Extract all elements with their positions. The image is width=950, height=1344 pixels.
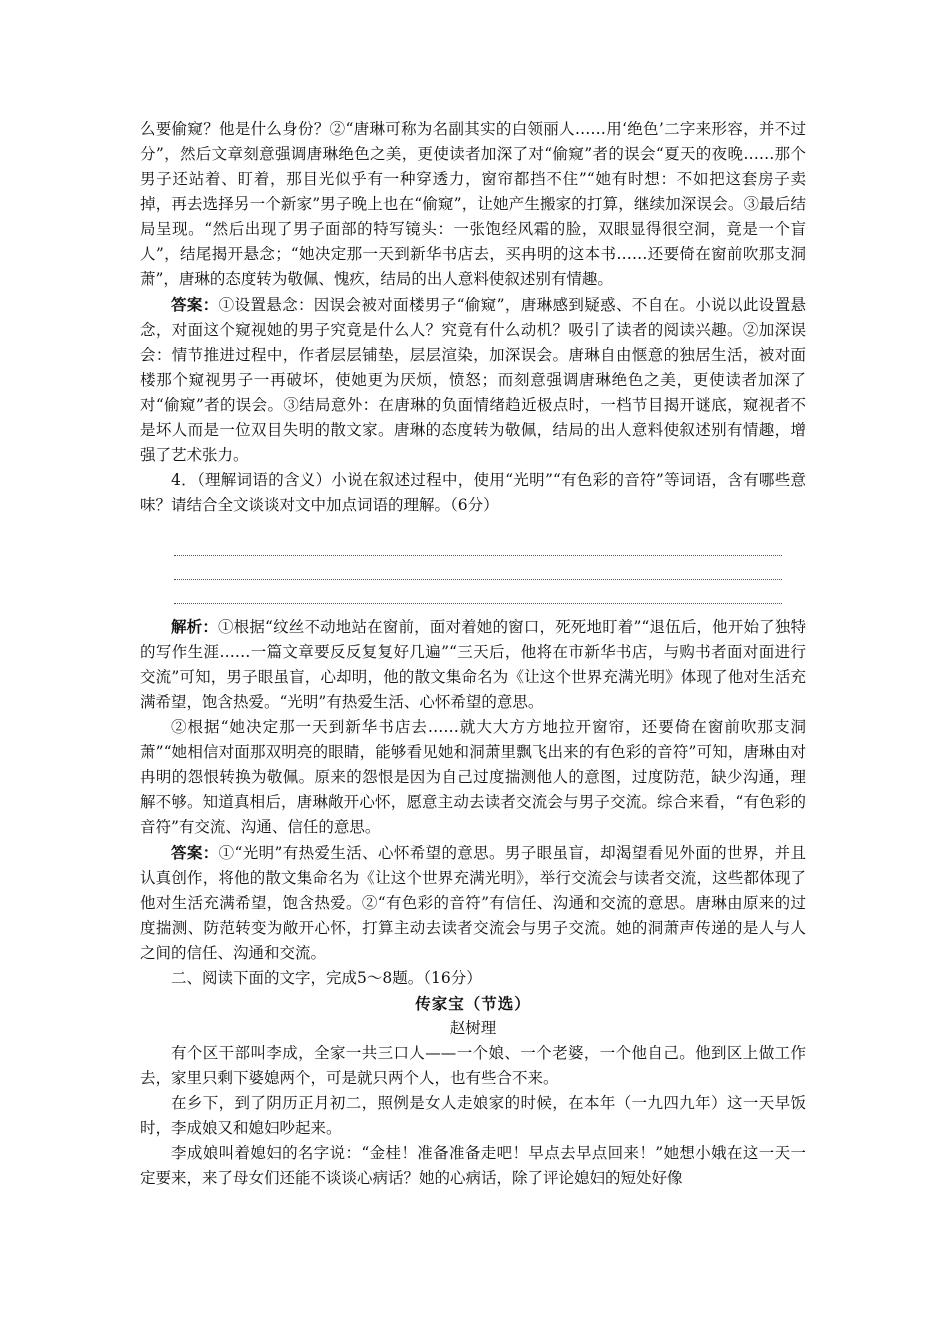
story-paragraph-1: 有个区干部叫李成，全家一共三口人——一个娘、一个老婆，一个他自己。他到区上做工作去，家里只剩下婆媳两个，可是就只两个人，也有些合不来。	[140, 1044, 806, 1087]
answer-line	[174, 556, 782, 580]
answer-3-text: ①设置悬念：因误会被对面楼男子“偷窥”，唐琳感到疑惑、不自在。小说以此设置悬念，对面这个窥视她的男子究竟是什么人？究竟有什么动机？吸引了读者的阅读兴趣。②加深误会：情节推进过程中，作者层层铺垫，层层渲染，加深误会。唐琳自由惬意的独居生活，被对面楼那个窥视男子一再破坏，使她更为厌烦，愤怒；而刻意强调唐琳绝色之美，更使读者加深了对“偷窥”者的误会。③结局意外：在唐琳的负面情绪趋近极点时，一档节目揭开谜底，窥视者不是坏人而是一位双目失明的散文家。唐琳的态度转为敬佩，结局的出人意料使叙述别有情趣，增强了艺术张力。	[140, 296, 806, 464]
story-title: 传家宝（节选）	[415, 994, 531, 1013]
analysis-4-paragraph-1	[140, 614, 806, 715]
answer-4-text: ①“光明”有热爱生活、心怀希望的意思。男子眼虽盲，却渴望看见外面的世界，并且认真创作，将他的散文集命名为《让这个世界充满光明》，举行交流会与读者交流，这些都体现了他对生活充满希望，饱含热爱。②“有色彩的音符”有信任、沟通和交流的意思。唐琳由原来的过度揣测、防范转变为敞开心怀，打算主动去读者交流会与男子交流。她的洞萧声传递的是人与人之间的信任、沟通和交流。	[140, 844, 806, 962]
question-4: 4．（理解词语的含义）小说在叙述过程中，使用“光明”“有色彩的音符”等词语，含有哪些意味？请结合全文谈谈对文中加点词语的理解。（6分）	[140, 471, 806, 514]
answer-3-label: 答案：	[171, 295, 219, 314]
answer-4-label: 答案：	[171, 843, 219, 862]
answer-4-paragraph	[140, 840, 806, 966]
story-author: 赵树理	[449, 1019, 497, 1037]
story-paragraph-3: 李成娘叫着媳妇的名字说：“金桂！准备准备走吧！早点去早点回来！”她想小娥在这一天一定要来，来了母女们还能不谈谈心病话？她的心病话，除了评论媳妇的短处好像	[140, 1144, 806, 1187]
page-content	[140, 117, 806, 1191]
answer-line	[174, 532, 782, 556]
answer-lines	[174, 532, 782, 604]
answer-line	[174, 580, 782, 604]
analysis-4-paragraph-2: ②根据“她决定那一天到新华书店去……就大大方方地拉开窗帘，还要倚在窗前吹那支洞萧”“她相信对面那双明亮的眼睛，能够看见她和洞萧里飘飞出来的有色彩的音符”可知，唐琳由对冉明的怨恨转换为敬佩。原来的怨恨是因为自己过度揣测他人的意图，过度防范，缺少沟通，理解不够。知道真相后，唐琳敞开心怀，愿意主动去读者交流会与男子交流。综合来看，“有色彩的音符”有交流、沟通、信任的意思。	[140, 718, 806, 836]
answer-3-paragraph	[140, 292, 806, 468]
intro-paragraph: 么要偷窥？他是什么身份？②“唐琳可称为名副其实的白领丽人……用‘绝色’二字来形容，并不过分”，然后文章刻意强调唐琳绝色之美，更使读者加深了对“偷窥”者的误会“夏天的夜晚……那个男子还站着、盯着，那目光似乎有一种穿透力，窗帘都挡不住”“她有时想：不如把这套房子卖掉，再去选择另一个新家”男子晚上也在“偷窥”，让她产生搬家的打算，继续加深误会。③最后结局呈现。“然后出现了男子面部的特写镜头：一张饱经风霜的脸，双眼显得很空洞，竟是一个盲人”，结尾揭开悬念；“她决定那一天到新华书店去，买冉明的这本书……还要倚在窗前吹那支洞萧”，唐琳的态度转为敬佩、愧疚，结局的出人意料使叙述别有情趣。	[140, 120, 806, 288]
analysis-4-label: 解析：	[171, 617, 219, 636]
analysis-4-text-1: ①根据“纹丝不动地站在窗前，面对着她的窗口，死死地盯着”“退伍后，他开始了独特的写作生涯……一篇文章要反反复复好几遍”“三天后，他将在市新华书店，与购书者面对面进行交流”可知，男子眼虽盲，心却明，他的散文集命名为《让这个世界充满光明》体现了他对生活充满希望，饱含热爱。“光明”有热爱生活、心怀希望的意思。	[140, 618, 806, 711]
story-paragraph-2: 在乡下，到了阴历正月初二，照例是女人走娘家的时候，在本年（一九四九年）这一天早饭时，李成娘又和媳妇吵起来。	[140, 1094, 806, 1137]
section-2-heading: 二、阅读下面的文字，完成5～8题。（16分）	[171, 969, 482, 987]
